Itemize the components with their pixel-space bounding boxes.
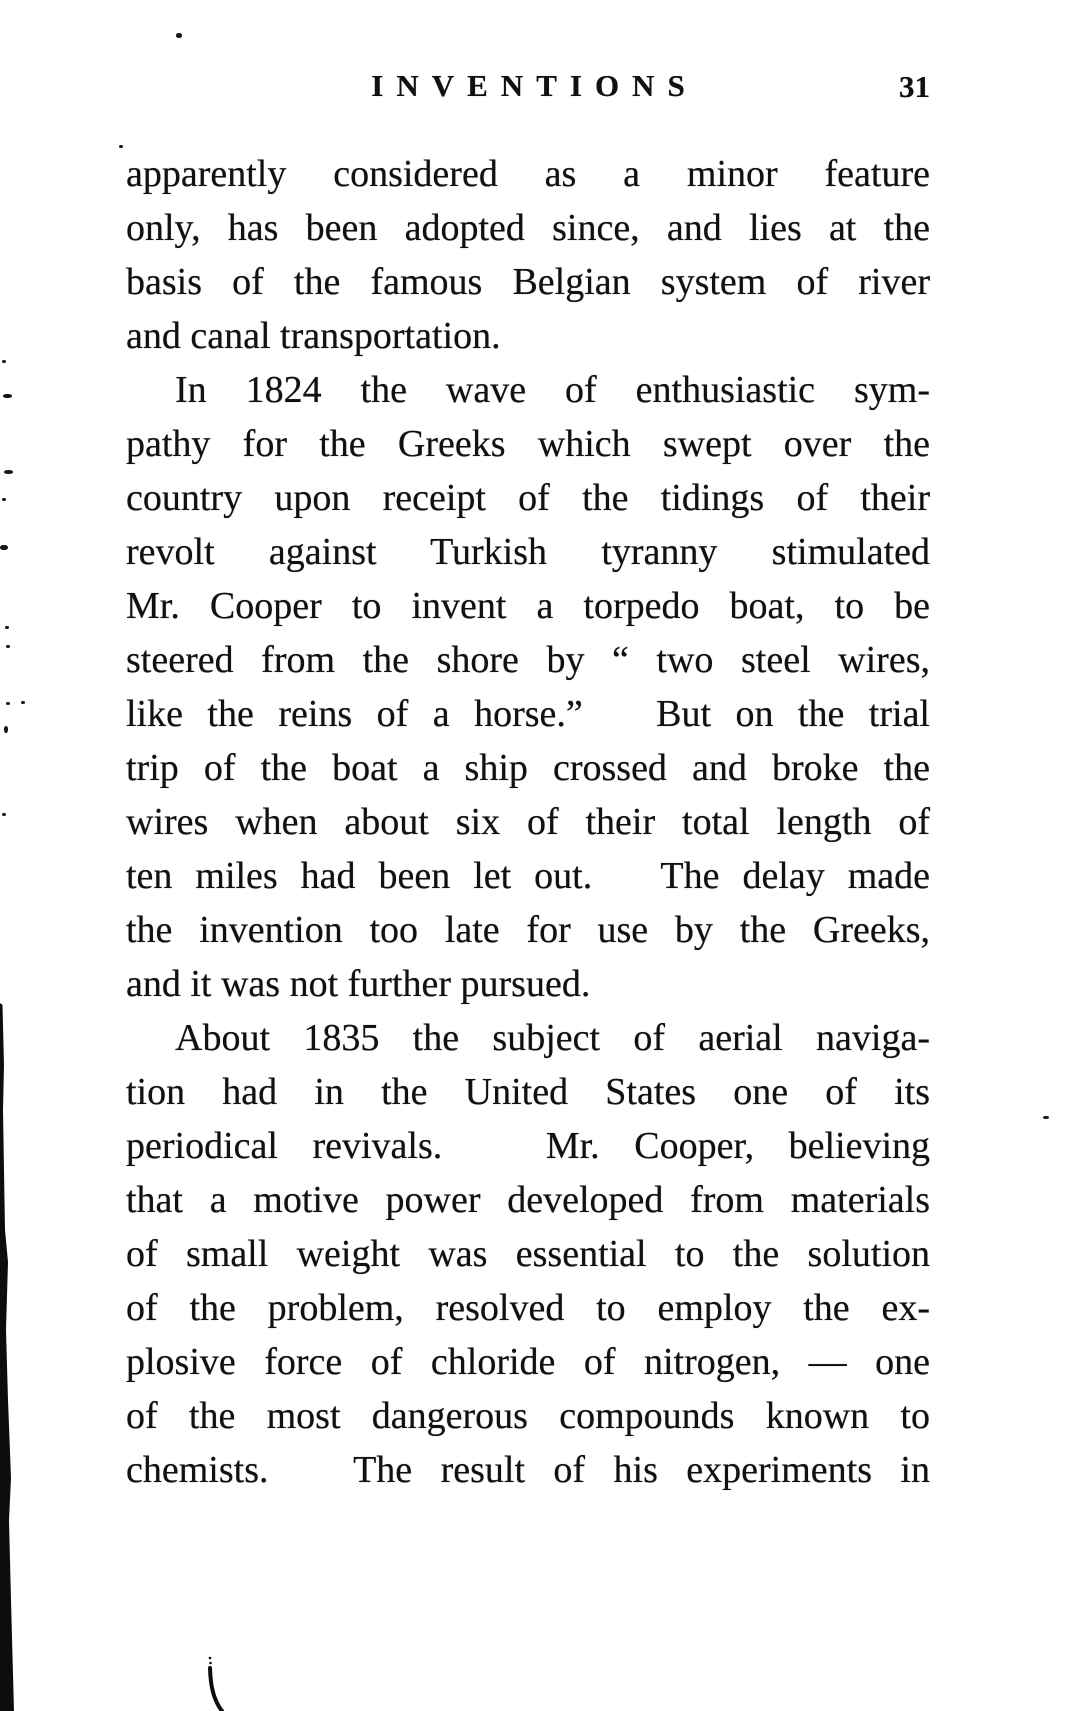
ink-speck: [119, 145, 123, 148]
ink-speck: [6, 645, 10, 648]
text-line: wires when about six of their total length of: [126, 801, 930, 843]
text-line: that a motive power developed from materials: [126, 1179, 930, 1221]
ink-speck: [21, 701, 25, 704]
ink-speck: [5, 626, 9, 629]
text-line: only, has been adopted since, and lies at the: [126, 207, 930, 249]
ink-speck: [2, 360, 6, 363]
text-line: of small weight was essential to the solution: [126, 1233, 930, 1275]
body-text: [126, 147, 930, 1497]
text-line: like the reins of a horse.” But on the trial: [126, 693, 930, 735]
pen-mark: [210, 1668, 222, 1711]
ink-speck: [2, 498, 6, 501]
text-line: of the most dangerous compounds known to: [126, 1395, 930, 1437]
text-line: pathy for the Greeks which swept over the: [126, 423, 930, 465]
text-line: About 1835 the subject of aerial naviga-: [175, 1017, 930, 1059]
text-line: and it was not further pursued.: [126, 963, 591, 1005]
text-line: ten miles had been let out. The delay made: [126, 855, 930, 897]
ink-speck: [1043, 1116, 1049, 1119]
ink-speck: [2, 813, 6, 816]
text-line: tion had in the United States one of its: [126, 1071, 930, 1113]
pen-mark-dot: [209, 1657, 212, 1660]
text-line: the invention too late for use by the Greeks,: [126, 909, 930, 951]
text-line: chemists. The result of his experiments in: [126, 1449, 930, 1491]
page-header-title: INVENTIONS: [371, 68, 698, 103]
page-number: 31: [899, 69, 930, 104]
text-line: Mr. Cooper to invent a torpedo boat, to be: [126, 585, 930, 627]
text-line: plosive force of chloride of nitrogen, — one: [126, 1341, 930, 1383]
ink-speck: [3, 394, 12, 398]
pen-mark-dot: [209, 1662, 212, 1665]
ink-speck: [6, 702, 10, 705]
text-line: apparently considered as a minor feature: [126, 153, 930, 195]
text-line: of the problem, resolved to employ the ex-: [126, 1287, 930, 1329]
ink-speck: [0, 545, 8, 550]
text-line: steered from the shore by “ two steel wires,: [126, 639, 930, 681]
running-header: [126, 68, 930, 112]
text-line: basis of the famous Belgian system of river: [126, 261, 930, 303]
left-edge-scan-line: [0, 1003, 14, 1711]
text-line: In 1824 the wave of enthusiastic sym-: [175, 369, 930, 411]
ink-speck: [176, 33, 182, 38]
ink-speck: [4, 726, 8, 733]
text-line: revolt against Turkish tyranny stimulated: [126, 531, 930, 573]
text-line: and canal transportation.: [126, 315, 501, 357]
text-line: trip of the boat a ship crossed and broke the: [126, 747, 930, 789]
text-line: country upon receipt of the tidings of their: [126, 477, 930, 519]
ink-speck: [4, 470, 13, 474]
text-line: periodical revivals. Mr. Cooper, believing: [126, 1125, 930, 1167]
